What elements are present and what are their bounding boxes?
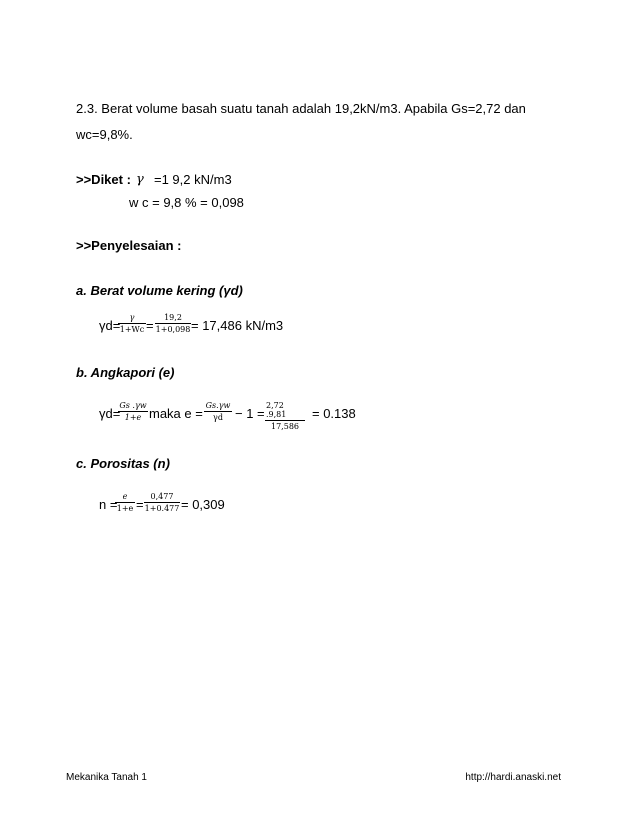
fraction-numerator: γ [129,313,135,322]
section-c-equals: = [136,497,144,512]
fraction-denominator: γd [213,413,223,422]
fraction-numerator: 0,477 [150,492,174,501]
footer-left: Mekanika Tanah 1 [66,772,147,783]
section-c-heading: c. Porositas (n) [76,456,170,471]
fraction-numerator: 19,2 [164,313,182,322]
fraction-numerator: e [122,492,128,501]
section-c-result: = 0,309 [181,497,225,512]
fraction-numerator: Gs.γw [205,401,231,410]
problem-line-2: wc=9,8%. [76,127,133,142]
section-b-fraction-2 [204,401,232,422]
section-a-heading: a. Berat volume kering (γd) [76,283,243,298]
fraction-denominator: 1+Wc [119,325,145,334]
fraction-denominator: 1+0.477 [144,504,180,513]
fraction-denominator: 1+e [116,504,134,513]
fraction-numerator: Gs .γw [119,401,147,410]
section-a-lhs: γd= [99,318,121,333]
section-b-minus-one: − 1 = [235,406,265,421]
section-b-heading: b. Angkapori (e) [76,365,175,380]
water-content-line: w c = 9,8 % = 0,098 [129,195,244,210]
section-c-fraction-2 [144,492,180,513]
fraction-denominator: 1+0,098 [155,325,191,334]
footer-right: http://hardi.anaski.net [465,772,561,783]
section-b-fraction-3 [265,401,305,431]
section-a-fraction-2 [155,313,191,334]
section-a-equals: = [146,318,154,333]
section-a-result: = 17,486 kN/m3 [191,318,284,333]
section-c-lhs: n = [99,497,118,512]
problem-line-1: 2.3. Berat volume basah suatu tanah adalah 19,2kN/m3. Apabila Gs=2,72 dan [76,101,526,116]
section-b-lhs: γd= [99,406,121,421]
section-b-fraction-1 [118,401,148,422]
gamma-value: =1 9,2 kN/m3 [154,172,232,187]
fraction-numerator: 2,72 .9,81 [266,401,287,419]
section-b-result: = 0.138 [312,406,356,421]
penyelesaian-label: >>Penyelesaian : [76,238,182,253]
section-a-fraction-1 [118,313,146,334]
section-b-maka: maka e = [149,406,203,421]
fraction-denominator: 17,586 [271,422,299,431]
diket-label: >>Diket : [76,172,131,187]
fraction-denominator: 1+e [124,413,142,422]
section-c-fraction-1 [115,492,135,513]
gamma-symbol: γ [136,172,144,187]
